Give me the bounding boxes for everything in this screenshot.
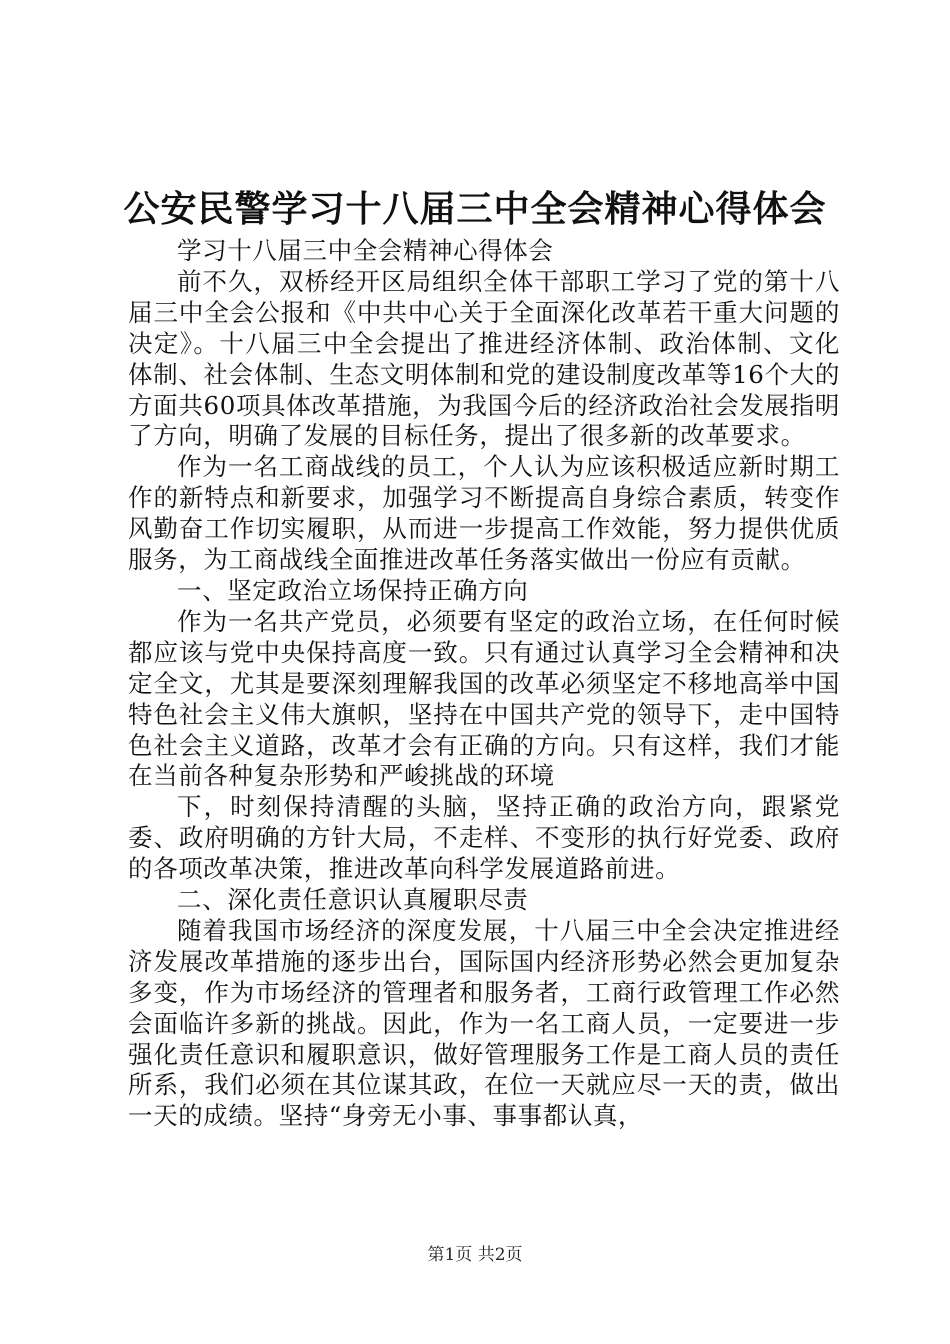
body-paragraph: 前不久，双桥经开区局组织全体干部职工学习了党的第十八届三中全会公报和《中共中心关于全面深化改革若干重大问题的决定》。十八届三中全会提出了推进经济体制、政治体制、文化体制、社会体制、生态文明体制和党的建设制度改革等16个大的方面共60项具体改革措施，为我国今后的经济政治社会发展指明了方向，明确了发展的目标任务，提出了很多新的改革要求。 [128, 266, 840, 451]
subtitle-paragraph: 学习十八届三中全会精神心得体会 [177, 236, 554, 265]
body-paragraph: 作为一名工商战线的员工，个人认为应该积极适应新时期工作的新特点和新要求，加强学习不断提高自身综合素质，转变作风勤奋工作切实履职，从而进一步提高工作效能，努力提供优质服务，为工商战线全面推进改革任务落实做出一份应有贡献。 [128, 452, 840, 575]
section-heading: 二、深化责任意识认真履职尽责 [177, 885, 529, 915]
body-paragraph: 下，时刻保持清醒的头脑，坚持正确的政治方向，跟紧党委、政府明确的方针大局，不走样、不变形的执行好党委、政府的各项改革决策，推进改革向科学发展道路前进。 [128, 792, 840, 884]
body-paragraph: 作为一名共产党员，必须要有坚定的政治立场，在任何时候都应该与党中央保持高度一致。只有通过认真学习全会精神和决定全文，尤其是要深刻理解我国的改革必须坚定不移地高举中国特色社会主义伟大旗帜，坚持在中国共产党的领导下，走中国特色社会主义道路，改革才会有正确的方向。只有这样，我们才能在当前各种复杂形势和严峻挑战的环境 [128, 606, 840, 791]
document-body [128, 236, 840, 1132]
body-paragraph: 随着我国市场经济的深度发展，十八届三中全会决定推进经济发展改革措施的逐步出台，国际国内经济形势必然会更加复杂多变，作为市场经济的管理者和服务者，工商行政管理工作必然会面临许多新的挑战。因此，作为一名工商人员，一定要进一步强化责任意识和履职意识，做好管理服务工作是工商人员的责任所系，我们必须在其位谋其政，在位一天就应尽一天的责，做出一天的成绩。坚持“身旁无小事、事事都认真， [128, 915, 840, 1131]
section-heading: 一、坚定政治立场保持正确方向 [177, 575, 529, 605]
page-number: 第1页 共2页 [427, 1245, 523, 1265]
document-title: 公安民警学习十八届三中全会精神心得体会 [123, 189, 827, 230]
